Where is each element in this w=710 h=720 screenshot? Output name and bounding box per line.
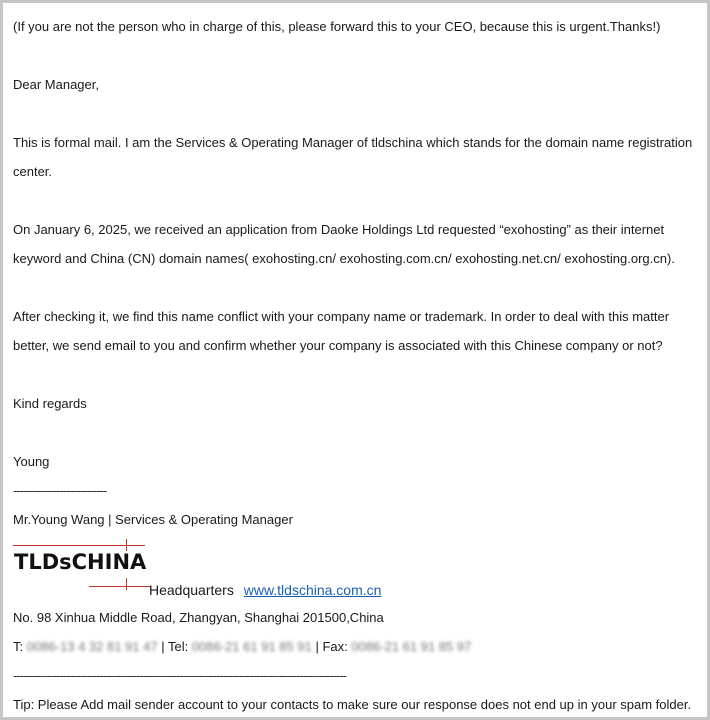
intro-text: (If you are not the person who in charge of this, please forward this to your CEO, because this is urgent.Thanks!)	[13, 19, 661, 34]
closing-text: Kind regards	[13, 396, 87, 411]
contact-tel-label: | Tel:	[161, 639, 189, 654]
headquarters-label: Headquarters	[149, 582, 234, 598]
address-text: No. 98 Xinhua Middle Road, Zhangyan, Shanghai 201500,China	[13, 610, 384, 625]
headquarters-line	[149, 582, 381, 598]
contact-fax-label: | Fax:	[315, 639, 348, 654]
signature-name: Young	[13, 454, 50, 469]
logo-decoration	[89, 586, 151, 587]
logo-decoration	[126, 578, 127, 590]
footer-separator: ----------------------------------------------------------------------------------------------------	[13, 668, 346, 683]
signature-title: Mr.Young Wang | Services & Operating Manager	[13, 512, 293, 527]
signature-separator: ----------------------------	[13, 483, 107, 498]
paragraph-3-line-2: better, we send email to you and confirm whether your company is associated with this Chinese company or not?	[13, 338, 663, 353]
paragraph-3-line-1: After checking it, we find this name conflict with your company name or trademark. In order to deal with this matter	[13, 309, 670, 324]
contact-fax-value: 0086-21 61 91 85 97	[351, 639, 472, 654]
contact-tel-value: 0086-21 61 91 85 91	[191, 639, 312, 654]
contact-t-value: 0086-13 4 32 81 91 47	[26, 639, 158, 654]
company-logo-block	[13, 536, 413, 596]
contact-t-label: T:	[13, 639, 24, 654]
spam-tip-text: Tip: Please Add mail sender account to your contacts to make sure our response does not end up in your spam folder.	[13, 697, 692, 712]
paragraph-2-line-1: On January 6, 2025, we received an application from Daoke Holdings Ltd requested “exohosting” as their internet	[13, 222, 665, 237]
company-logo: TLDsCHINA	[14, 550, 147, 574]
paragraph-1-line-1: This is formal mail. I am the Services & Operating Manager of tldschina which stands for the domain name registration	[13, 135, 693, 150]
headquarters-link[interactable]: www.tldschina.com.cn	[243, 582, 382, 598]
paragraph-1-line-2: center.	[13, 164, 53, 179]
greeting-text: Dear Manager,	[13, 77, 99, 92]
paragraph-2-line-2: keyword and China (CN) domain names( exohosting.cn/ exohosting.com.cn/ exohosting.net.cn/ exohosting.org.cn).	[13, 251, 675, 266]
contact-line	[13, 639, 471, 655]
